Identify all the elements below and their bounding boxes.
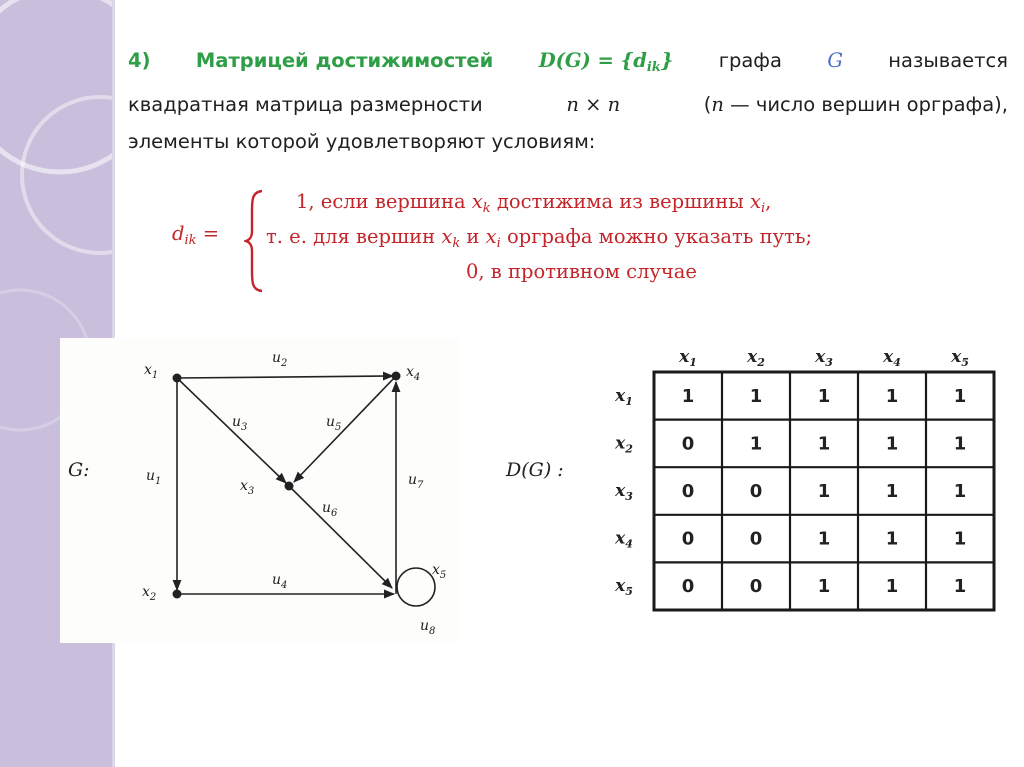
row-header: $x_2$ bbox=[615, 433, 633, 456]
label-u6: $u_6$ bbox=[322, 500, 338, 519]
label-x1: $x_1$ bbox=[144, 362, 159, 381]
matrix-cell: 0 bbox=[681, 481, 695, 502]
label-x2: $x_2$ bbox=[142, 584, 157, 603]
graph-symbol: G bbox=[827, 49, 843, 72]
edge-u2 bbox=[177, 376, 393, 378]
label-u1: $u_1$ bbox=[146, 468, 162, 487]
formula-case-1-cont: т. е. для вершин $x_k$ и $x_i$ орграфа можно указать путь; bbox=[266, 225, 813, 251]
label-x3: $x_3$ bbox=[240, 478, 255, 497]
row-header: $x_5$ bbox=[615, 576, 633, 599]
graph-label: G: bbox=[68, 459, 90, 481]
definition-line-2 bbox=[128, 86, 1008, 123]
definition-line-1 bbox=[128, 42, 1008, 86]
matrix-column-headers bbox=[678, 347, 969, 369]
row-header: $x_4$ bbox=[615, 528, 633, 551]
word-graph: графа bbox=[718, 49, 782, 72]
matrix-cell: 1 bbox=[749, 385, 763, 407]
label-x5: $x_5$ bbox=[432, 562, 447, 581]
matrix-cell: 1 bbox=[749, 433, 763, 455]
matrix-cell: 1 bbox=[817, 576, 831, 598]
matrix-cell: 1 bbox=[953, 433, 967, 455]
edge-u6 bbox=[289, 486, 392, 588]
edge-u8-loop bbox=[397, 568, 435, 606]
matrix-cell: 0 bbox=[749, 576, 763, 598]
graph-svg bbox=[60, 338, 460, 643]
vertex-x3 bbox=[285, 482, 294, 491]
definition-term: Матрицей достижимостей bbox=[195, 49, 494, 72]
word-called: называется bbox=[888, 49, 1008, 72]
matrix-cell: 1 bbox=[885, 576, 899, 598]
matrix-cell: 0 bbox=[681, 433, 695, 455]
matrix-cell: 1 bbox=[953, 528, 967, 550]
matrix-cell: 1 bbox=[817, 481, 831, 502]
column-header: $x_5$ bbox=[951, 347, 969, 369]
definition-line-3: элементы которой удовлетворяют условиям: bbox=[128, 130, 596, 153]
matrix-cell: 1 bbox=[953, 576, 967, 598]
label-u5: $u_5$ bbox=[326, 414, 342, 433]
formula-brace bbox=[244, 188, 264, 294]
vertex-x2 bbox=[173, 590, 182, 599]
row-header: $x_3$ bbox=[615, 481, 633, 503]
paren-part: (n — число вершин орграфа), bbox=[703, 93, 1008, 116]
matrix-cell: 1 bbox=[885, 481, 899, 502]
label-u4: $u_4$ bbox=[272, 572, 288, 591]
matrix-cells bbox=[682, 386, 967, 597]
matrix-label: D(G) : bbox=[506, 459, 564, 481]
matrix-cell: 1 bbox=[885, 433, 899, 455]
definition-number: 4) bbox=[128, 49, 151, 72]
matrix-cell: 1 bbox=[885, 528, 899, 550]
formula-case-1: 1, если вершина $x_k$ достижима из вершины $x_i$, bbox=[296, 190, 772, 216]
edge-u5 bbox=[294, 376, 396, 482]
vertex-x1 bbox=[173, 374, 182, 383]
column-header: $x_2$ bbox=[747, 347, 765, 369]
matrix-cell: 1 bbox=[817, 385, 831, 407]
matrix-cell: 1 bbox=[953, 385, 967, 407]
label-u2: $u_2$ bbox=[272, 350, 288, 369]
matrix-cell: 0 bbox=[749, 481, 763, 502]
matrix-cell: 0 bbox=[749, 528, 763, 550]
size-expression: n × n bbox=[566, 93, 621, 116]
label-u7: $u_7$ bbox=[408, 472, 424, 491]
matrix-cell: 0 bbox=[681, 576, 695, 598]
label-u3: $u_3$ bbox=[232, 414, 248, 433]
graph-diagram bbox=[60, 338, 460, 643]
edge-u3 bbox=[177, 378, 286, 483]
vertex-x4 bbox=[392, 372, 401, 381]
column-header: $x_4$ bbox=[883, 347, 901, 369]
formula-lhs: $d_{ik}$ = bbox=[172, 222, 220, 248]
matrix-cell: 1 bbox=[817, 528, 831, 550]
label-u8: $u_8$ bbox=[420, 618, 436, 637]
reachability-matrix bbox=[500, 338, 1005, 643]
definition-paragraph bbox=[128, 42, 1008, 160]
label-x4: $x_4$ bbox=[406, 364, 421, 383]
matrix-cell: 1 bbox=[885, 385, 899, 407]
formula-case-2: 0, в противном случае bbox=[466, 260, 697, 283]
matrix-svg bbox=[500, 338, 1005, 643]
line2-text: квадратная матрица размерности bbox=[128, 93, 483, 116]
column-header: $x_3$ bbox=[815, 347, 833, 369]
matrix-cell: 0 bbox=[681, 528, 695, 550]
matrix-cell: 1 bbox=[953, 481, 967, 502]
definition-notation: $D(G) = \{d_{ik}\}$ bbox=[538, 49, 674, 75]
matrix-cell: 1 bbox=[817, 433, 831, 455]
matrix-row-headers bbox=[614, 386, 633, 598]
column-header: $x_1$ bbox=[679, 347, 697, 369]
row-header: $x_1$ bbox=[615, 385, 633, 408]
matrix-cell: 1 bbox=[681, 385, 695, 407]
